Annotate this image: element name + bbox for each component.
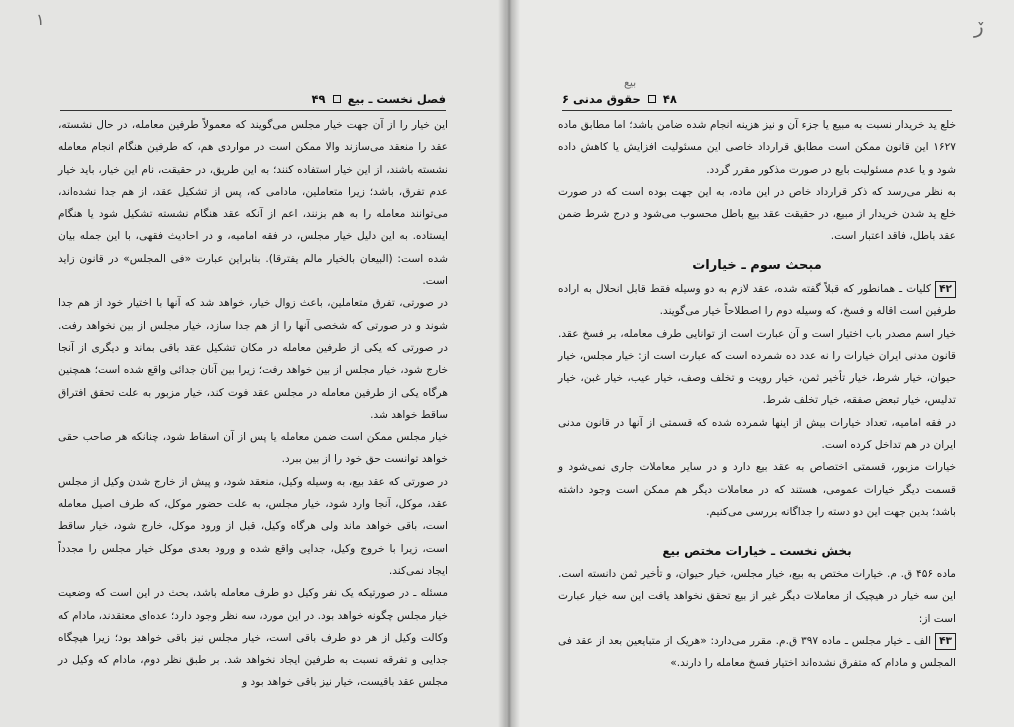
- right-intro-paragraph-2: به نظر می‌رسد که ذکر قرارداد خاص در این ماده، به این جهت بوده است که در صورت خلع ید شدن خریدار از مبیع، در حقیقت عقد بیع باطل محسوب می‌شود و درج شرط ضمن عقد باطل، فاقد اعتبار است.: [558, 185, 956, 243]
- header-square-icon: [333, 95, 341, 103]
- left-paragraph-3: خیار مجلس ممکن است ضمن معامله یا پس از آن اسقاط شود، چنانکه هر صاحب حقی خواهد توانست حق خود را از بین ببرد.: [58, 431, 448, 466]
- right-header-title: حقوق مدنی ۶: [562, 92, 641, 106]
- right-header-rule: [562, 110, 952, 111]
- left-paragraph-1: این خیار را از آن جهت خیار مجلس می‌گویند که معمولاً طرفین معامله، در حال نشسته، عقد را منعقد می‌سازند والا ممکن است در مواردی هم، که طرفین هنگام انجام معامله نشسته باشند، از این خیار استفاده کنند؛ به این طریق، در حقیقت، نام این خیار، باید خیار عدم تفرق، باشد؛ زیرا متعاملین، مادامی که، پس از تشکیل عقد، از هم جدا نشده‌اند، می‌توانند معامله را به هم بزنند، اعم از آنکه عقد هنگام نشسته تشکیل شود یا هنگام ایستاده. به این دلیل خیار مجلس، در فقه امامیه، و در احادیث فقهی، با این جمله بیان شده است: (البیعان بالخیار مالم یفترقا). بنابراین عبارت «فی المجلس» در قانون زاید است.: [58, 119, 448, 288]
- left-header-rule: [60, 110, 446, 111]
- subsection-heading-mokhtas-bey: بخش نخست ـ خیارات مختص بیع: [662, 544, 852, 558]
- right-intro-body: [558, 114, 956, 248]
- pencil-corner-mark: ١: [36, 10, 45, 29]
- left-paragraph-2: در صورتی، تفرق متعاملین، باعث زوال خیار، خواهد شد که آنها با اختیار خود از هم جدا شوند و در صورتی که شخصی آنها را از هم جدا سازد، خیار مجلس از بین نخواهد رفت. در صورتی که یکی از طرفین معامله در مکان تشکیل عقد باقی بماند و دیگری از آنجا خارج شود، خیار مجلس از بین خواهد رفت؛ زیرا بین آنان جدائی واقع شده است؛ همچنین هرگاه یکی از طرفین معامله در مجلس عقد فوت کند، خیار مزبور به علت تحقق افتراق ساقط خواهد شد.: [58, 297, 448, 421]
- item-42-paragraph-1: [558, 278, 956, 323]
- item-42-number-box: ۴۲: [935, 281, 956, 298]
- item-42-paragraph-3: در فقه امامیه، تعداد خیارات بیش از اینها شمرده شده که قسمتی از آنها در قانون مدنی ایران در هم تداخل کرده است.: [558, 416, 956, 452]
- right-item-42-body: [558, 278, 956, 523]
- item-43-number-box: ۴۳: [935, 633, 956, 650]
- item-43-text: الف ـ خیار مجلس ـ ماده ۳۹۷ ق.م. مقرر می‌دارد: «هریک از متبایعین بعد از عقد فی المجلس و مادام که متفرق نشده‌اند اختیار فسخ معامله را دارند.»: [558, 634, 956, 670]
- left-page-body: [58, 114, 448, 694]
- item-42-paragraph-4: خیارات مزبور، قسمتی اختصاص به عقد بیع دارد و در سایر معاملات جاری نمی‌شود و قسمت دیگر خیارات عمومی، هستند که در معاملات دیگر هم ممکن است وجود داشته باشد؛ بدین جهت این دو دسته را جداگانه بررسی می‌کنیم.: [558, 461, 956, 518]
- right-intro-paragraph-1: خلع ید خریدار نسبت به مبیع یا جزء آن و نیز هزینه انجام شده ضامن باشد؛ اما مطابق ماده ۱۶۲۷ این قانون ممکن است مطابق قرارداد خاصی این مسئولیت افزایش یا کاهش داده شود و یا عدم مسئولیت بایع در صورت مذکور مقرر گردد.: [558, 119, 956, 176]
- article-456-paragraph: ماده ۴۵۶ ق. م. خیارات مختص به بیع، خیار مجلس، خیار حیوان، و تأخیر ثمن دانسته است. این سه خیار در هیچیک از معاملات دیگر غیر از بیع تحقق نخواهد یافت این سه خیار عبارت است از:: [558, 568, 956, 625]
- right-page: [506, 0, 1014, 727]
- section-heading-khiyarat: مبحث سوم ـ خیارات: [692, 258, 822, 273]
- left-page-header: [60, 92, 446, 106]
- left-header-title: فصل نخست ـ بیع: [347, 92, 446, 106]
- header-square-icon: [648, 95, 656, 103]
- item-43-paragraph: [558, 630, 956, 675]
- pencil-corner-mark-right: ڒ: [974, 14, 984, 38]
- right-header-page-number: ۴۸: [662, 92, 677, 106]
- left-paragraph-4: در صورتی که عقد بیع، به وسیله وکیل، منعقد شود، و پیش از خارج شدن وکیل از مجلس عقد، موکل، آنجا وارد شود، خیار مجلس، به علت حضور موکل، که طرف اصیل معامله است، باقی خواهد ماند ولی هرگاه وکیل، قبل از ورود موکل، خارج شود، خیار ساقط است، زیرا با خروج وکیل، جدایی واقع شده و ورود بعدی موکل خیار مجلس را مجدداً ایجاد نمی‌کند.: [58, 475, 448, 577]
- left-header-page-number: ۴۹: [311, 92, 326, 106]
- book-gutter-shadow: [498, 0, 520, 727]
- item-42-text-1: کلیات ـ همانطور که قبلاً گفته شده، عقد لازم به دو وسیله فقط قابل انحلال به اراده طرفین است اقاله و فسخ، که وسیله دوم را اصطلاحاً خیار می‌گویند.: [558, 283, 956, 318]
- left-page: [0, 0, 506, 727]
- right-article-body: [558, 563, 956, 674]
- item-42-paragraph-2: خیار اسم مصدر باب اختیار است و آن عبارت است از توانایی طرف معامله، بر فسخ عقد. قانون مدنی ایران خیارات را نه عدد ده شمرده است که عبارت است از: خیار مجلس، خیار حیوان، خیار شرط، خیار تأخیر ثمن، خیار رویت و تخلف وصف، خیار عیب، خیار غبن، خیار تدلیس، خیار تبعض صفقه، خیار تخلف شرط.: [558, 327, 956, 407]
- pencil-margin-note: بیع: [624, 76, 637, 89]
- right-page-header: [562, 92, 952, 106]
- left-paragraph-5: مسئله ـ در صورتیکه یک نفر وکیل دو طرف معامله باشد، بحث در این است که وضعیت خیار مجلس چگونه خواهد بود. در این مورد، سه نظر وجود دارد؛ عده‌ای معتقدند، مادام که وکالت وکیل از هر دو طرف باقی است، خیار مجلس نیز باقی خواهد بود؛ زیرا هیچگاه جدایی و تفرقه نسبت به طرفین ایجاد نخواهد شد. بر طبق نظر دوم، مادام که وکیل در مجلس عقد باقیست، خیار نیز باقی خواهد بود و: [58, 587, 448, 689]
